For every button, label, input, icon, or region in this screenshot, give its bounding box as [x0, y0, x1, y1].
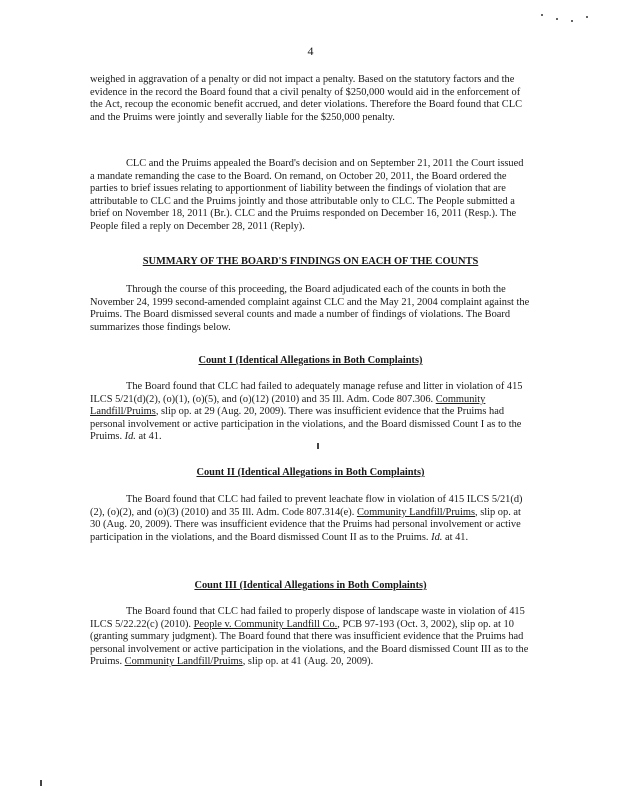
count3-heading: Count III (Identical Allegations in Both Complaints)	[194, 580, 427, 591]
count2-text-c: at 41.	[442, 531, 469, 543]
count3-citation-2: Community Landfill/Pruims	[124, 656, 243, 668]
scan-speck	[586, 16, 588, 18]
count1-id: Id.	[124, 431, 136, 443]
scan-speck	[571, 20, 573, 22]
count3-text-c: , slip op. at 41 (Aug. 20, 2009).	[242, 656, 374, 668]
count2-heading: Count II (Identical Allegations in Both Complaints)	[196, 467, 425, 478]
summary-paragraph	[90, 284, 530, 334]
scan-mark	[40, 780, 42, 786]
count1-paragraph	[90, 381, 530, 444]
count1-text-b: , slip op. at 29 (Aug. 20, 2009). There was insufficient evidence that the Pruims had personal involvement or active participation in the violations, and the Board dismissed Count I as to the Pruims.	[90, 406, 522, 443]
scan-speck	[541, 14, 543, 16]
count1-citation: Community Landfill/Pruims	[90, 393, 486, 418]
count1-text-a: The Board found that CLC had failed to adequately manage refuse and litter in violation of 415 ILCS 5/21(d)(2), (o)(1), (o)(5), and (o)(12) (2010) and 35 Ill. Adm. Code 807.306.	[90, 381, 523, 405]
count2-text-a: The Board found that CLC had failed to prevent leachate flow in violation of 415 ILCS 5/21(d)(2), (o)(2), and (o)(3) (2010) and 35 Ill. Adm. Code 807.314(e).	[90, 494, 523, 518]
count2-paragraph	[90, 494, 530, 544]
count3-text	[90, 606, 530, 669]
count2-text-b: , slip op. at 30 (Aug. 20, 2009). There was insufficient evidence that the Pruims had personal involvement or active participation in the violations, and the Board dismissed Count II as to the Pruims.	[90, 506, 521, 543]
appeal-text: CLC and the Pruims appealed the Board's decision and on September 21, 2011 the Court issued a mandate remanding the case to the Board. On remand, on October 20, 2011, the Board ordered the parties to brief issues relating to apportionment of liability between the findings of violation that are attributable to CLC and the Pruims jointly and those attributable only to CLC. The People submitted a brief on November 18, 2011 (Br.). CLC and the Pruims responded on December 16, 2011 (Resp.). The People filed a reply on December 28, 2011 (Reply).	[90, 158, 524, 232]
intro-paragraph	[90, 74, 530, 124]
count1-heading: Count I (Identical Allegations in Both Complaints)	[198, 355, 423, 366]
intro-text: weighed in aggravation of a penalty or did not impact a penalty. Based on the statutory factors and the evidence in the record the Board found that a civil penalty of $250,000 would aid in the enforcement of the Act, recoup the economic benefit accrued, and deter violations. Therefore the Board found that CLC and the Pruims were jointly and severally liable for the $250,000 penalty.	[90, 74, 523, 123]
count2-text	[90, 494, 530, 544]
scan-mark	[317, 443, 319, 449]
page-number: 4	[307, 44, 314, 58]
count3-citation-1: People v. Community Landfill Co.	[193, 618, 338, 630]
count3-text-b: , PCB 97-193 (Oct. 3, 2002), slip op. at 10 (granting summary judgment). The Board found that there was insufficient evidence that the Pruims had personal involvement or active participation in the violations, and the Board dismissed Count III as to the Pruims.	[90, 618, 529, 668]
count3-paragraph	[90, 606, 530, 669]
count1-text	[90, 381, 530, 444]
summary-text: Through the course of this proceeding, the Board adjudicated each of the counts in both the November 24, 1999 second-amended complaint against CLC and the May 21, 2004 complaint against the Pruims. The Board dismissed several counts and made a number of findings of violations. The Board summarizes those findings below.	[90, 284, 530, 333]
summary-heading: SUMMARY OF THE BOARD'S FINDINGS ON EACH OF THE COUNTS	[142, 256, 479, 267]
count3-text-a: The Board found that CLC had failed to properly dispose of landscape waste in violation of 415 ILCS 5/22.22(c) (2010).	[90, 606, 525, 630]
appeal-paragraph	[90, 158, 530, 234]
count2-id: Id.	[431, 531, 443, 543]
count1-text-c: at 41.	[135, 431, 162, 443]
count2-citation: Community Landfill/Pruims	[356, 506, 475, 518]
scan-speck	[556, 18, 558, 20]
